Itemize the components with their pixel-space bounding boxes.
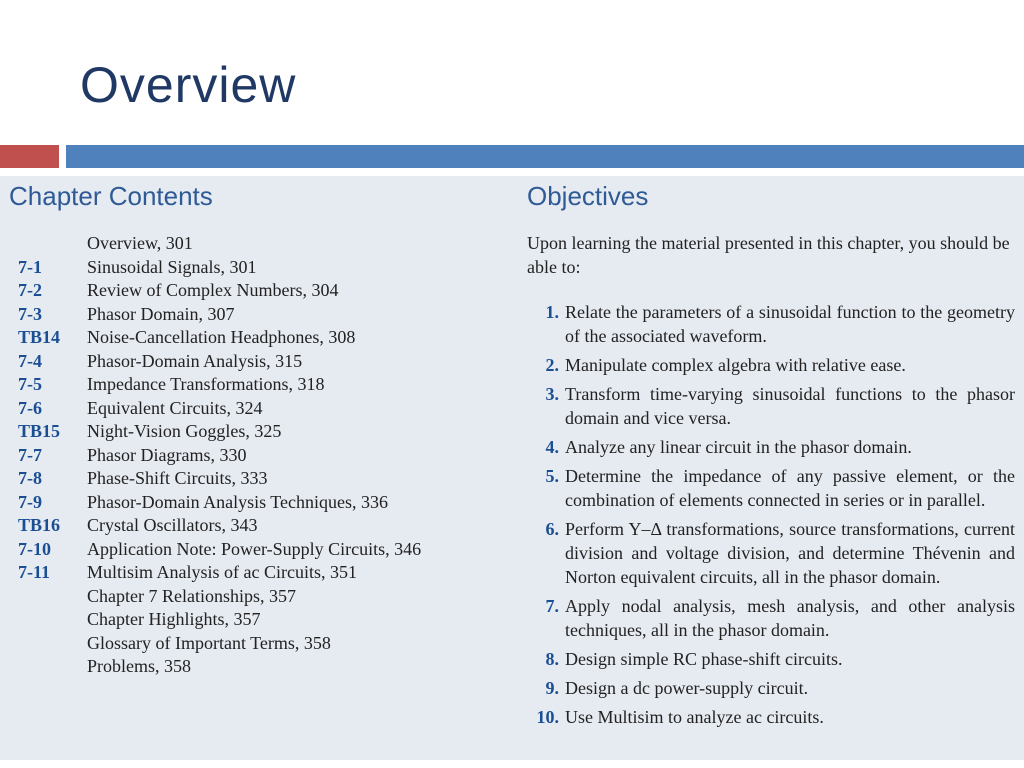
list-item xyxy=(527,382,1015,430)
objective-number: 9. xyxy=(545,678,559,698)
list-item xyxy=(527,594,1015,642)
section-number: 7-11 xyxy=(18,562,51,582)
list-item xyxy=(527,647,1015,671)
section-title: Application Note: Power-Supply Circuits, 346 xyxy=(87,538,422,559)
section-title: Multisim Analysis of ac Circuits, 351 xyxy=(87,562,357,582)
section-number: TB15 xyxy=(18,421,61,441)
section-number: 7-6 xyxy=(18,397,42,418)
list-item xyxy=(8,514,498,538)
list-item xyxy=(8,232,498,256)
list-item xyxy=(8,256,498,280)
objective-number: 10. xyxy=(536,707,559,727)
objective-number: 5. xyxy=(545,466,559,486)
slide-title: Overview xyxy=(80,57,297,113)
accent-bar-blue xyxy=(66,145,1024,168)
list-item xyxy=(8,561,498,585)
section-number: 7-3 xyxy=(18,303,42,324)
list-item xyxy=(8,655,498,679)
objective-text: Analyze any linear circuit in the phasor domain. xyxy=(565,437,912,457)
section-title: Phasor-Domain Analysis, 315 xyxy=(87,350,303,371)
accent-bar-red xyxy=(0,145,59,168)
list-item xyxy=(527,517,1015,589)
objective-text: Design a dc power-supply circuit. xyxy=(565,678,809,698)
objective-text: Use Multisim to analyze ac circuits. xyxy=(565,707,824,727)
section-title: Phase-Shift Circuits, 333 xyxy=(87,468,268,488)
list-item xyxy=(8,444,498,468)
list-item xyxy=(527,705,1015,729)
list-item xyxy=(8,350,498,374)
objective-text: Determine the impedance of any passive element, or the combination of elements connected in series or in parallel. xyxy=(565,466,1015,510)
objective-text: Perform Y–Δ transformations, source transformations, current division and voltage division, and determine Thévenin and Norton equivalent circuits, all in the phasor domain. xyxy=(565,519,1015,587)
section-number: 7-5 xyxy=(18,374,42,394)
section-title: Problems, 358 xyxy=(87,656,192,676)
list-item xyxy=(527,676,1015,700)
section-number: 7-10 xyxy=(18,538,51,559)
section-title: Review of Complex Numbers, 304 xyxy=(87,280,339,300)
list-item xyxy=(8,326,498,350)
section-title: Phasor Domain, 307 xyxy=(87,303,235,324)
section-number: TB14 xyxy=(18,327,61,347)
section-title: Phasor Diagrams, 330 xyxy=(87,444,247,465)
objective-text: Manipulate complex algebra with relative ease. xyxy=(565,355,906,375)
list-item xyxy=(8,397,498,421)
list-item xyxy=(8,608,498,632)
objectives-list xyxy=(527,300,1015,734)
objective-number: 6. xyxy=(545,519,559,539)
objectives-intro: Upon learning the material presented in this chapter, you should be able to: xyxy=(527,233,1010,277)
section-number: 7-2 xyxy=(18,280,42,300)
list-item xyxy=(8,585,498,609)
section-number: 7-1 xyxy=(18,256,42,277)
objective-text: Relate the parameters of a sinusoidal function to the geometry of the associated waveform. xyxy=(565,302,1015,346)
objective-number: 1. xyxy=(545,302,559,322)
chapter-contents-list xyxy=(8,232,498,679)
section-title: Phasor-Domain Analysis Techniques, 336 xyxy=(87,491,389,512)
list-item xyxy=(8,303,498,327)
section-title: Chapter 7 Relationships, 357 xyxy=(87,585,296,606)
list-item xyxy=(8,420,498,444)
list-item xyxy=(8,632,498,656)
objective-number: 8. xyxy=(545,649,559,669)
list-item xyxy=(8,279,498,303)
chapter-contents-heading: Chapter Contents xyxy=(9,181,213,211)
objective-number: 7. xyxy=(545,596,559,616)
list-item xyxy=(527,300,1015,348)
section-number: 7-9 xyxy=(18,491,42,512)
section-title: Noise-Cancellation Headphones, 308 xyxy=(87,327,356,347)
section-title: Overview, 301 xyxy=(87,233,193,253)
objective-number: 3. xyxy=(545,384,559,404)
section-title: Equivalent Circuits, 324 xyxy=(87,397,263,418)
section-title: Crystal Oscillators, 343 xyxy=(87,515,258,535)
list-item xyxy=(8,467,498,491)
section-title: Night-Vision Goggles, 325 xyxy=(87,421,282,441)
section-title: Chapter Highlights, 357 xyxy=(87,609,261,629)
objective-text: Apply nodal analysis, mesh analysis, and other analysis techniques, all in the phasor domain. xyxy=(565,596,1015,640)
section-number: TB16 xyxy=(18,515,61,535)
objective-number: 4. xyxy=(545,437,559,457)
section-title: Glossary of Important Terms, 358 xyxy=(87,632,331,653)
list-item xyxy=(8,538,498,562)
objective-text: Transform time-varying sinusoidal functions to the phasor domain and vice versa. xyxy=(565,384,1015,428)
section-title: Impedance Transformations, 318 xyxy=(87,374,325,394)
objectives-heading: Objectives xyxy=(527,181,649,211)
list-item xyxy=(527,435,1015,459)
list-item xyxy=(8,373,498,397)
list-item xyxy=(527,353,1015,377)
list-item xyxy=(8,491,498,515)
objective-text: Design simple RC phase-shift circuits. xyxy=(565,649,843,669)
section-number: 7-8 xyxy=(18,468,42,488)
section-number: 7-7 xyxy=(18,444,42,465)
list-item xyxy=(527,464,1015,512)
section-number: 7-4 xyxy=(18,350,42,371)
section-title: Sinusoidal Signals, 301 xyxy=(87,256,257,277)
objective-number: 2. xyxy=(545,355,559,375)
